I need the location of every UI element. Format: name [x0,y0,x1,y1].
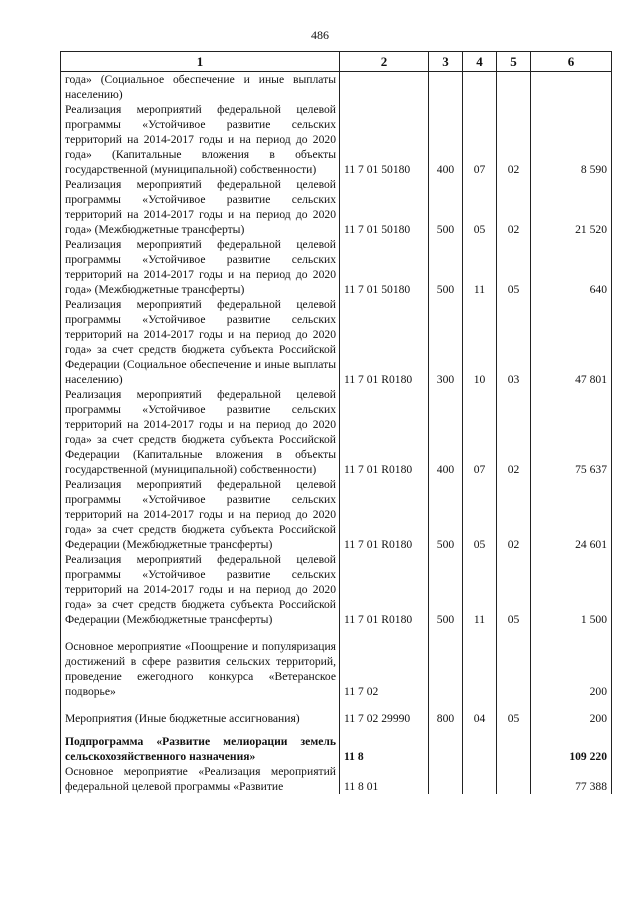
budget-table [60,51,612,794]
col-header-3: 3 [429,52,463,72]
row-description: Реализация мероприятий федеральной целевой программы «Устойчивое развитие сельских территорий на 2014-2017 годы и на период до 2020 года» за счет средств бюджета субъекта Российской Федерации (Межбюджетные трансферты) [61,477,340,552]
row-pr [497,764,531,794]
row-vr: 500 [429,552,463,627]
row-description: Реализация мероприятий федеральной целевой программы «Устойчивое развитие сельских территорий на 2014-2017 годы и на период до 2020 года» (Капитальные вложения в объекты государственной (муниципальной) собственности) [61,102,340,177]
row-description: Основное мероприятие «Поощрение и популяризация достижений в сфере развития сельских территорий, проведение ежегодного конкурса «Ветеранское подворье» [61,627,340,699]
col-header-6: 6 [531,52,612,72]
row-code: 11 8 [340,726,429,764]
row-vr [429,627,463,699]
row-rz [463,627,497,699]
table-row [61,477,612,552]
col-header-4: 4 [463,52,497,72]
row-description: Реализация мероприятий федеральной целевой программы «Устойчивое развитие сельских территорий на 2014-2017 годы и на период до 2020 года» за счет средств бюджета субъекта Российской Федерации (Социальное обеспечение и иные выплаты населению) [61,297,340,387]
row-rz [463,764,497,794]
row-code: 11 7 01 R0180 [340,552,429,627]
row-pr: 02 [497,102,531,177]
row-code: 11 7 01 50180 [340,177,429,237]
row-rz: 10 [463,297,497,387]
row-pr [497,726,531,764]
row-code: 11 7 01 R0180 [340,477,429,552]
row-vr: 500 [429,477,463,552]
row-amount: 8 590 [531,102,612,177]
row-rz: 04 [463,699,497,726]
table-row [61,552,612,627]
row-code: 11 7 01 R0180 [340,297,429,387]
table-row [61,764,612,794]
row-pr: 05 [497,552,531,627]
row-rz: 11 [463,237,497,297]
table-row [61,177,612,237]
row-rz: 07 [463,102,497,177]
row-pr: 02 [497,387,531,477]
row-vr: 300 [429,297,463,387]
table-row [61,297,612,387]
row-pr: 05 [497,699,531,726]
row-rz: 11 [463,552,497,627]
row-vr: 500 [429,237,463,297]
row-pr [497,627,531,699]
table-row [61,72,612,103]
row-amount: 1 500 [531,552,612,627]
row-code [340,72,429,103]
row-vr: 400 [429,102,463,177]
row-amount: 200 [531,627,612,699]
table-row [61,387,612,477]
row-description: Реализация мероприятий федеральной целевой программы «Устойчивое развитие сельских территорий на 2014-2017 годы и на период до 2020 года» за счет средств бюджета субъекта Российской Федерации (Капитальные вложения в объекты государственной (муниципальной) собственности) [61,387,340,477]
table-row [61,699,612,726]
row-code: 11 7 02 29990 [340,699,429,726]
row-vr: 800 [429,699,463,726]
row-amount: 640 [531,237,612,297]
row-code: 11 8 01 [340,764,429,794]
page-number: 486 [311,28,329,42]
table-row [61,726,612,764]
row-rz: 07 [463,387,497,477]
row-description: Реализация мероприятий федеральной целевой программы «Устойчивое развитие сельских территорий на 2014-2017 годы и на период до 2020 года» (Межбюджетные трансферты) [61,177,340,237]
row-rz: 05 [463,177,497,237]
table-row [61,627,612,699]
row-amount: 21 520 [531,177,612,237]
table-row [61,102,612,177]
col-header-1: 1 [61,52,340,72]
row-vr [429,726,463,764]
row-description: Основное мероприятие «Реализация мероприятий федеральной целевой программы «Развитие [61,764,340,794]
row-code: 11 7 01 50180 [340,237,429,297]
row-pr: 02 [497,477,531,552]
row-pr [497,72,531,103]
row-pr: 02 [497,177,531,237]
header-row [61,52,612,72]
row-code: 11 7 02 [340,627,429,699]
row-rz [463,726,497,764]
row-rz [463,72,497,103]
row-amount [531,72,612,103]
row-description: Мероприятия (Иные бюджетные ассигнования) [61,699,340,726]
table-row [61,237,612,297]
row-vr [429,764,463,794]
col-header-2: 2 [340,52,429,72]
row-vr: 400 [429,387,463,477]
row-amount: 109 220 [531,726,612,764]
row-amount: 24 601 [531,477,612,552]
row-amount: 75 637 [531,387,612,477]
row-code: 11 7 01 50180 [340,102,429,177]
row-amount: 200 [531,699,612,726]
row-description: Реализация мероприятий федеральной целевой программы «Устойчивое развитие сельских территорий на 2014-2017 годы и на период до 2020 года» за счет средств бюджета субъекта Российской Федерации (Межбюджетные трансферты) [61,552,340,627]
budget-table-container [60,51,611,794]
row-amount: 77 388 [531,764,612,794]
row-vr [429,72,463,103]
row-description: Подпрограмма «Развитие мелиорации земель сельскохозяйственного назначения» [61,726,340,764]
row-vr: 500 [429,177,463,237]
row-pr: 03 [497,297,531,387]
row-description: Реализация мероприятий федеральной целевой программы «Устойчивое развитие сельских территорий на 2014-2017 годы и на период до 2020 года» (Межбюджетные трансферты) [61,237,340,297]
col-header-5: 5 [497,52,531,72]
row-amount: 47 801 [531,297,612,387]
row-pr: 05 [497,237,531,297]
row-code: 11 7 01 R0180 [340,387,429,477]
row-description: года» (Социальное обеспечение и иные выплаты населению) [61,72,340,103]
row-rz: 05 [463,477,497,552]
